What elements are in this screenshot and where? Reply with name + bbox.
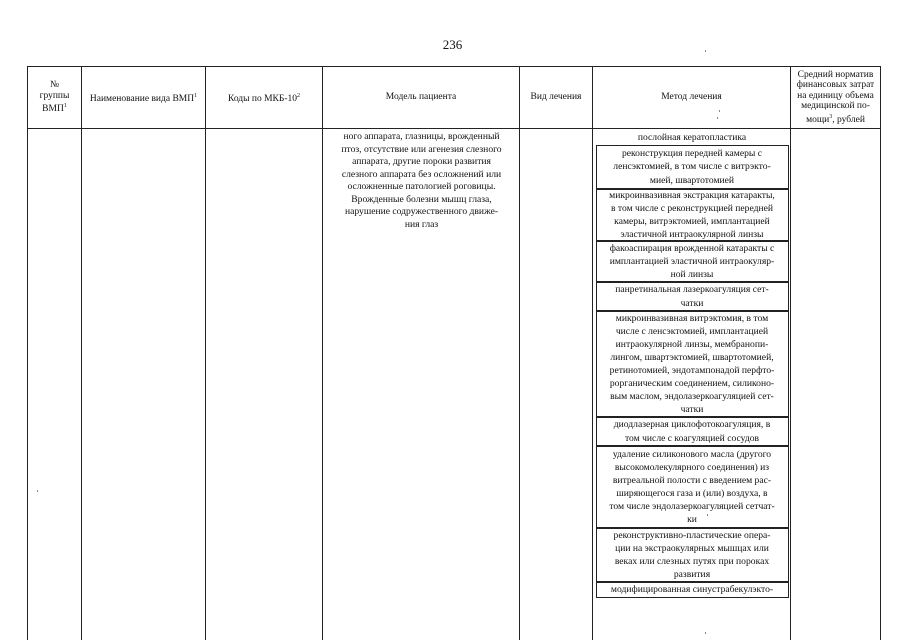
text-line: ции на экстраокулярных мышцах или [615,542,769,554]
scan-speck [705,632,706,634]
text-line: факоаспирация врожденной катаракты с [609,242,775,254]
text-line: мией, швартотомией [649,174,735,186]
text-line: реконструктивно-пластические опера- [613,529,771,541]
text-line: числе с ленсэктомией, имплантацией [615,325,769,337]
text-line: модифицированная синустрабекулэкто- [610,584,774,596]
page-number: 236 [442,37,463,52]
text-line: веках или слезных путях при пороках [614,556,770,567]
text-line: чатки [680,297,704,309]
text-line: Врожденные болезни мышц глаза, [351,193,492,205]
text-line: микроинвазивная витрэктомия, в том [615,312,769,324]
text-line: высокомолекулярного соединения) из [614,461,770,473]
text-line: том числе эндолазеркоагуляцией сетчат- [609,501,775,513]
scan-speck [717,117,718,119]
method-item [598,145,786,189]
col-divider-4 [519,66,520,640]
text-line: имплантацией эластичной интраокуляр- [609,255,775,267]
text-line: камеры, витрэктомией, имплантацией [614,216,770,227]
text-line: реконструкция передней камеры с [621,148,763,160]
text-line: чатки [680,404,704,416]
header-patient-model: Модель пациента [385,92,457,103]
method-item [598,417,786,446]
text-line: вым маслом, эндолазеркоагуляцией сет- [610,391,774,403]
text-line: ной линзы [670,269,714,281]
table-left-border [27,66,28,640]
text-line: ния глаз [404,218,439,230]
text-line: ширяющегося газа и (или) воздуха, в [616,488,768,499]
text-line: интраокулярной линзы, мембранопи- [615,338,769,350]
text-line: лингом, швартэктомией, швартотомией, [610,351,774,363]
patient-model-cell [325,131,518,231]
text-line: ретинотомией, эндотампонадой перфто- [609,365,775,376]
text-line: осложненные патологией роговицы. [347,181,496,192]
text-line: в том числе с реконструкцией передней [610,202,774,214]
scan-speck [37,490,38,492]
method-item [598,311,786,417]
method-item [598,282,786,311]
text-line: слезного аппарата без осложнений или [341,168,502,180]
table-right-border [880,66,881,640]
text-line: развития [673,569,711,581]
header-treatment-type: Вид лечения [530,92,582,103]
text-line: послойная кератопластика [637,132,747,144]
method-item [598,189,786,241]
col-divider-3 [322,66,323,640]
header-financial-norm: Средний норматив финансовых затрат на единицу объема медицинской по-мощи$^3$, рублей [796,69,875,125]
method-item [598,446,786,528]
text-line: аппарата, другие пороки развития [352,156,491,167]
text-line: ного аппарата, глазницы, врожденный [343,131,500,142]
header-group-number: № группы ВМП$^1$ [39,80,70,115]
col-divider-5 [592,66,593,640]
text-line: нарушение содружественного движе- [344,206,499,217]
header-bottom-border [27,128,880,129]
header-treatment-method: Метод лечения [661,92,722,103]
scan-speck [719,110,720,112]
text-line: витреальной полости с введением рас- [612,474,772,486]
text-line: птоз, отсутствие или агенезия слезного [341,143,502,155]
method-item [598,241,786,282]
method-item [598,582,786,598]
method-item [598,131,786,145]
col-divider-2 [205,66,206,640]
text-line: микроинвазивная экстракция катаракты, [609,189,775,201]
method-item [598,528,786,582]
text-line: удаление силиконового масла (другого [612,448,772,460]
text-line: панретинальная лазеркоагуляция сет- [615,284,769,296]
scan-speck [707,514,708,516]
scan-speck [705,50,706,52]
text-line: ленсэктомией, в том числе с витрэкто- [613,161,771,173]
header-vmp-name: Наименование вида ВМП$^1$ [89,92,198,104]
text-line: рорганическим соединением, силиконо- [609,378,775,390]
text-line: эластичной интраокулярной линзы [620,229,764,241]
header-icd-codes: Коды по МКБ-$10^2$ [227,92,301,104]
col-divider-1 [81,66,82,640]
text-line: ки [687,514,697,526]
text-line: том числе с коагуляцией сосудов [624,432,760,444]
col-divider-6 [790,66,791,640]
text-line: диодлазерная циклофотокоагуляция, в [613,419,771,431]
